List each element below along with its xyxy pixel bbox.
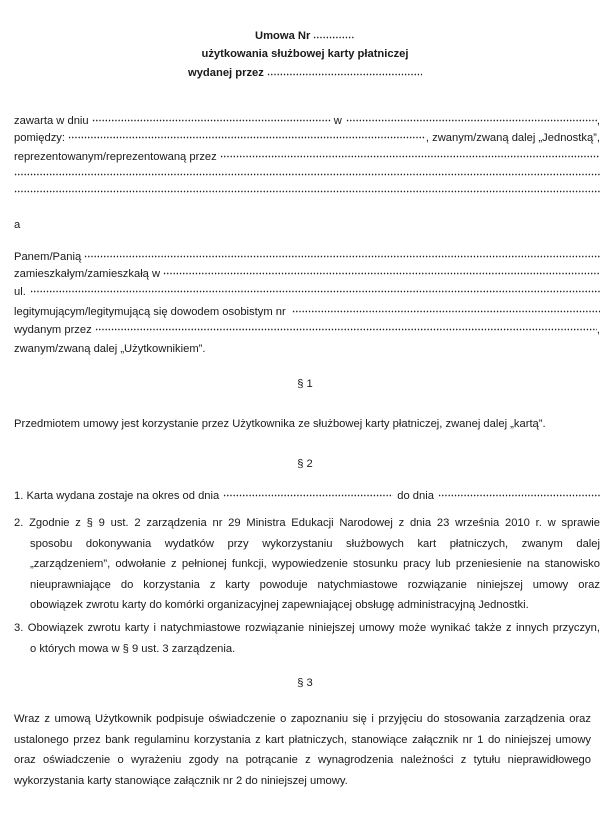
w-label: w [333,115,342,127]
section-2-item-2 [14,513,600,616]
title-line-3 [188,66,422,80]
title-umowa-nr: Umowa Nr [255,30,311,42]
item1-from-label: 1. Karta wydana zostaje na okres od dnia [14,490,220,502]
zamieszkalym-label: zamieszkałym/zamieszkałą w [14,268,161,280]
title-number-blank [313,31,355,39]
wydanym-label: wydanym przez [14,324,92,336]
street-blank [30,285,600,293]
section-3-text [14,709,591,791]
uzytkownik-line: zwanym/zwaną dalej „Użytkownikiem”. [14,343,206,355]
section-1-text: Przedmiotem umowy jest korzystanie przez Użytkownika ze służbowej karty płatniczej, zwanej dalej „kartą”. [14,418,546,430]
panem-label: Panem/Panią [14,251,82,263]
legitymujacym-label: legitymującym/legitymującą się dowodem osobistym nr [14,306,286,318]
pomiedzy-line [14,131,600,145]
id-issuer-blank [95,323,597,331]
title-wydanej-przez: wydanej przez [188,67,264,79]
pomiedzy-label: pomiędzy: [14,132,65,144]
blank-line-2 [14,185,600,193]
a-label: a [14,219,21,231]
representative-blank [220,150,600,158]
id-number-blank [292,305,600,313]
zawarta-line: zawarta w dniu w , [14,115,600,127]
section-3-heading: § 3 [297,677,313,689]
party-blank [68,131,426,139]
section-2-item-3 [14,618,600,659]
s3-line-2: ustalonego przez bank regulaminu korzystania z kart płatniczych, stanowiące załącznik nr 1 do niniejszej umowy [14,733,591,746]
title-line-1 [255,29,355,43]
blank-dots-1 [14,168,600,176]
ul-line [14,285,600,299]
item2-line-4: nieuprawniające do korzystania z karty powoduje natychmiastowe rozwiązanie niniejszej umowy oraz [30,578,600,591]
item2-line-2: sposobu dokonywania wydatków przy wykorzystaniu służbowych kart płatniczych, zwanym dalej [30,537,600,550]
blank-line-1 [14,168,600,176]
item3-line-1: 3. Obowiązek zwrotu karty i natychmiastowe rozwiązanie niniejszej umowy może wynikać także z innych przyczyn, [14,622,600,634]
section-2-item-1 [14,489,600,503]
jednostka-label: , zwanym/zwaną dalej „Jednostką”, [425,132,600,144]
item2-line-1: 2. Zgodnie z § 9 ust. 2 zarządzenia nr 29 Ministra Edukacji Narodowej z dnia 23 września 2010 r. w sprawie [14,517,600,529]
zawarta-label: zawarta w dniu [14,115,89,127]
wydanym-line: wydanym przez , [14,324,600,336]
ul-label: ul. [14,286,26,298]
blank-dots-2 [14,185,600,193]
title-line-2: użytkowania służbowej karty płatniczej [201,48,409,60]
item2-line-5: obowiązek zwrotu karty do komórki organizacyjnej zapewniającej obsługę administracyjną Jednostki. [30,599,529,611]
zamieszkalym-line [14,267,600,281]
section-1-heading: § 1 [297,378,313,390]
panem-line [14,250,600,264]
s3-line-4: wykorzystania karty stanowiące załącznik nr 2 do niniejszej umowy. [14,774,348,787]
date-blank [92,114,331,122]
item2-line-3: „zarządzeniem”, odwołanie z pełnionej funkcji, wypowiedzenie stosunku pracy lub przeniesienie na stanowisko [30,558,600,570]
legitymujacym-line [14,305,600,319]
section-2-heading: § 2 [297,458,313,470]
reprezentowanym-line [14,150,600,164]
item3-line-2: o których mowa w § 9 ust. 3 zarządzenia. [30,642,236,655]
title-issuer-blank [267,68,422,76]
residence-blank [163,267,600,275]
from-date-blank [223,489,393,497]
reprezentowanym-label: reprezentowanym/reprezentowaną przez [14,151,217,163]
place-blank [346,114,597,122]
name-blank [84,250,600,258]
item1-to-label: do dnia [397,490,434,502]
to-date-blank [438,489,600,497]
s3-line-1: Wraz z umową Użytkownik podpisuje oświadczenie o zapoznaniu się i przyjęciu do stosowania zarządzenia oraz [14,713,591,725]
s3-line-3: oraz oświadczenie o wyrażeniu zgody na potrącanie z wynagrodzenia należności z tytułu nieprawidłowego [14,754,591,766]
